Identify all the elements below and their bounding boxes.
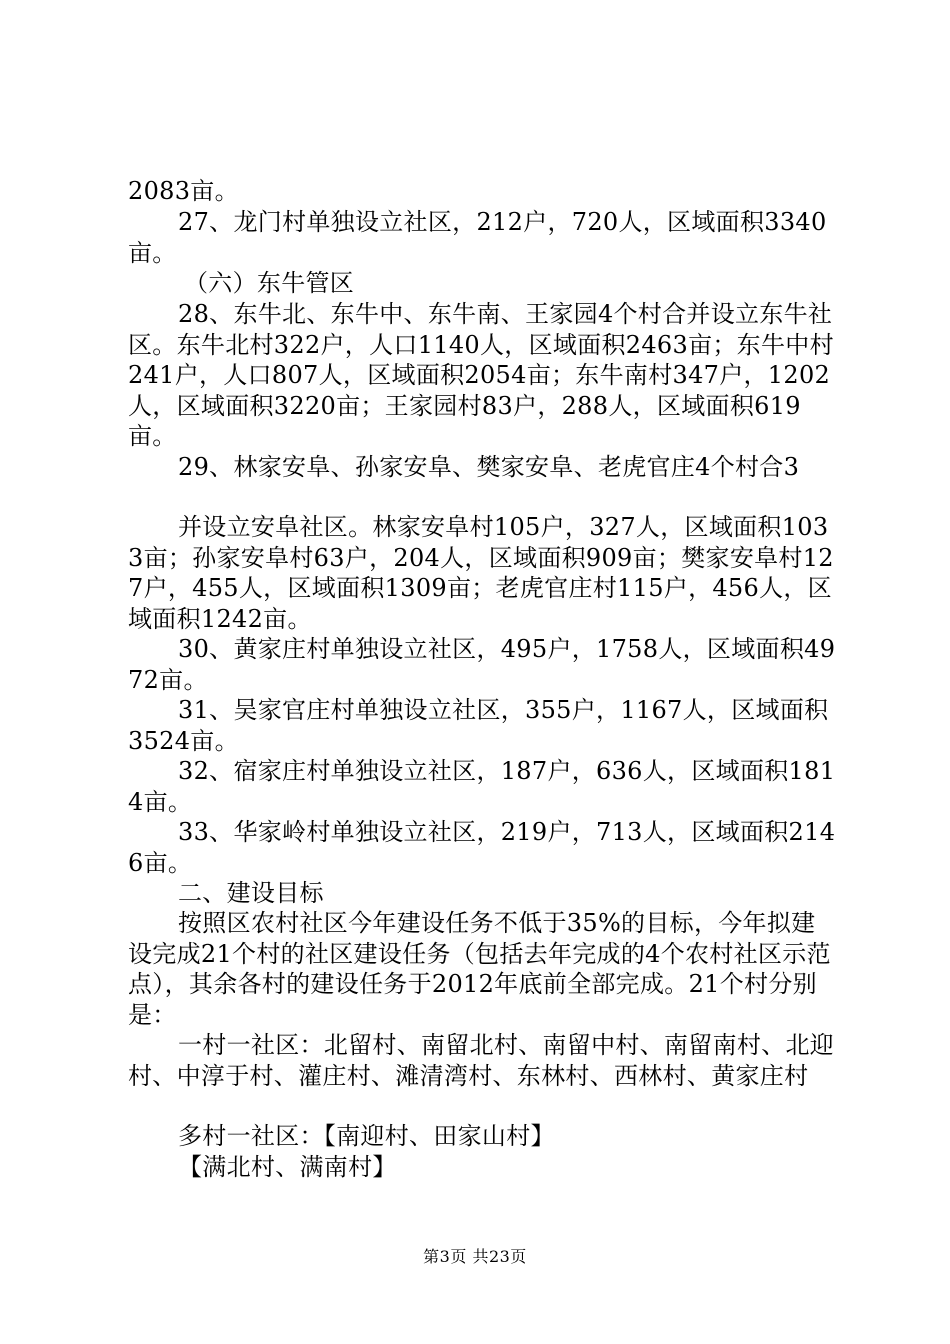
paragraph-item-31: 31、吴家官庄村单独设立社区，355户，1167人，区域面积3524亩。 <box>128 696 829 755</box>
section-heading-goals: 二、建设目标 <box>178 879 324 907</box>
paragraph-goals: 按照区农村社区今年建设任务不低于35%的目标，今年拟建设完成21个村的社区建设任务（包括去年完成的4个农村社区示范点），其余各村的建设任务于2012年底前全部完成。21个村分别是： <box>128 909 831 1029</box>
paragraph-item-28: 28、东牛北、东牛中、东牛南、王家园4个村合并设立东牛社区。东牛北村322户，人口1140人，区域面积2463亩；东牛中村241户，人口807人，区域面积2054亩；东牛南村347户，1202人，区域面积3220亩；王家园村83户，288人，区域面积619亩。 <box>128 300 834 450</box>
paragraph-item-33: 33、华家岭村单独设立社区，219户，713人，区域面积2146亩。 <box>128 818 836 877</box>
paragraph-item-29-continued: 并设立安阜社区。林家安阜村105户，327人，区域面积1033亩；孙家安阜村63户，204人，区域面积909亩；樊家安阜村127户，455人，区域面积1309亩；老虎官庄村115户，456人，区域面积1242亩。 <box>128 513 834 633</box>
paragraph-multi-village-2: 【满北村、满南村】 <box>178 1153 397 1181</box>
page-footer: 第3页 共23页 <box>423 1247 527 1266</box>
paragraph-multi-village: 多村一社区：【南迎村、田家山村】 <box>178 1122 555 1150</box>
paragraph-item-30: 30、黄家庄村单独设立社区，495户，1758人，区域面积4972亩。 <box>128 635 836 694</box>
section-heading-dongniu: （六）东牛管区 <box>184 269 355 297</box>
paragraph-continuation: 2083亩。 <box>128 177 239 205</box>
paragraph-item-32: 32、宿家庄村单独设立社区，187户，636人，区域面积1814亩。 <box>128 757 836 816</box>
paragraph-item-27: 27、龙门村单独设立社区，212户，720人，区域面积3340亩。 <box>128 208 827 267</box>
paragraph-single-village: 一村一社区：北留村、南留北村、南留中村、南留南村、北迎村、中淳于村、灌庄村、滩清湾村、东林村、西林村、黄家庄村 <box>128 1031 835 1090</box>
paragraph-item-29: 29、林家安阜、孙家安阜、樊家安阜、老虎官庄4个村合3 <box>178 453 800 481</box>
